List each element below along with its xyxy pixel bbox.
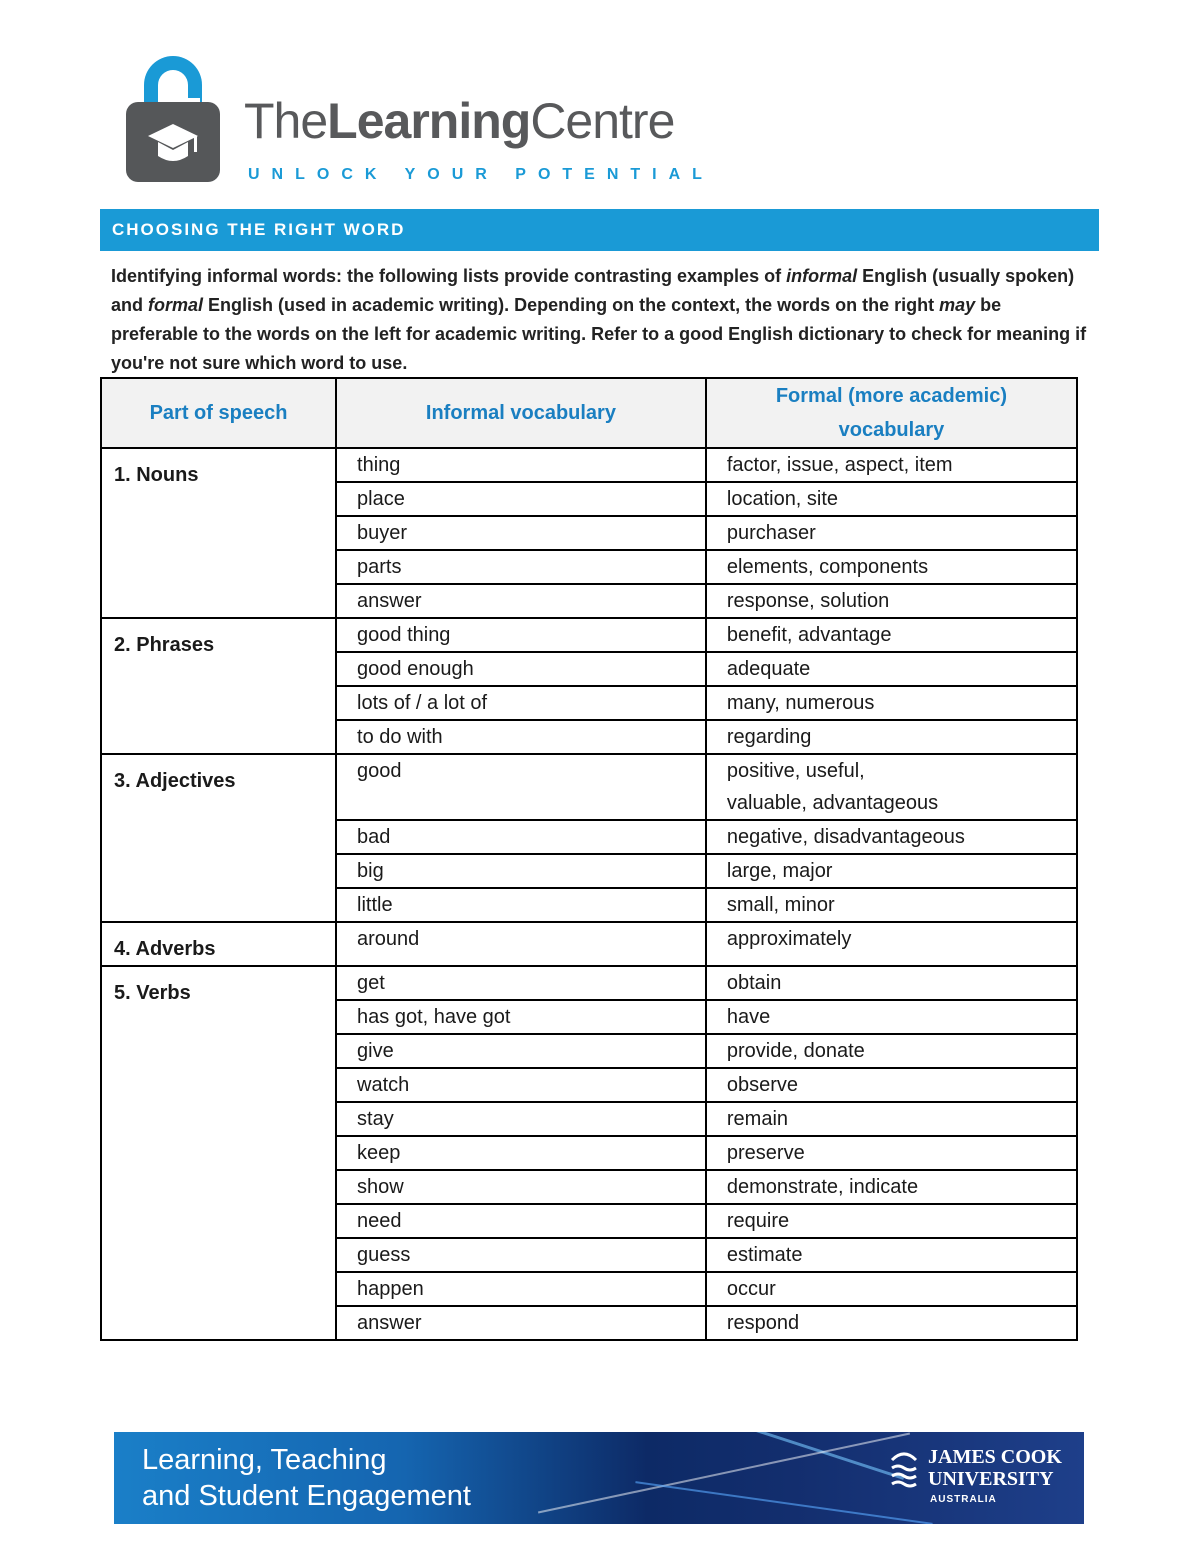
table-row: [101, 448, 1077, 482]
informal-word-cell: answer: [336, 1306, 706, 1340]
informal-word-cell: good thing: [336, 618, 706, 652]
informal-word-cell: good: [336, 754, 706, 820]
university-name: JAMES COOK UNIVERSITY: [928, 1446, 1062, 1490]
table-row: [101, 922, 1077, 966]
formal-word-cell: small, minor: [706, 888, 1077, 922]
formal-word-cell: occur: [706, 1272, 1077, 1306]
header-formal: Formal (more academic) vocabulary: [706, 378, 1077, 448]
formal-word-cell: respond: [706, 1306, 1077, 1340]
part-of-speech-cell: 4. Adverbs: [101, 922, 336, 966]
learning-centre-logo: [126, 56, 714, 186]
formal-word-cell: provide, donate: [706, 1034, 1077, 1068]
informal-word-cell: has got, have got: [336, 1000, 706, 1034]
formal-word-cell: remain: [706, 1102, 1077, 1136]
informal-word-cell: parts: [336, 550, 706, 584]
part-of-speech-cell: 1. Nouns: [101, 448, 336, 618]
informal-word-cell: stay: [336, 1102, 706, 1136]
formal-word-cell: elements, components: [706, 550, 1077, 584]
informal-word-cell: watch: [336, 1068, 706, 1102]
informal-word-cell: need: [336, 1204, 706, 1238]
informal-word-cell: happen: [336, 1272, 706, 1306]
part-of-speech-cell: 2. Phrases: [101, 618, 336, 754]
formal-word-cell: demonstrate, indicate: [706, 1170, 1077, 1204]
informal-word-cell: answer: [336, 584, 706, 618]
header-part-of-speech: Part of speech: [101, 378, 336, 448]
footer-title: Learning, Teaching and Student Engagement: [142, 1444, 471, 1512]
intro-paragraph: Identifying informal words: the following lists provide contrasting examples of informal English (usually spoken) and formal English (used in academic writing). Depending on the context, the words on the right may be preferable to the words on the left for academic writing. Refer to a good English dictionary to check for meaning if you're not sure which word to use.: [111, 266, 1087, 373]
logo-tagline: UNLOCK YOUR POTENTIAL: [248, 166, 714, 183]
formal-word-cell: positive, useful, valuable, advantageous: [706, 754, 1077, 820]
informal-word-cell: big: [336, 854, 706, 888]
footer-banner: [114, 1432, 1084, 1524]
informal-word-cell: bad: [336, 820, 706, 854]
logo-title: TheLearningCentre: [244, 93, 675, 149]
formal-word-cell: approximately: [706, 922, 1077, 966]
informal-word-cell: guess: [336, 1238, 706, 1272]
informal-word-cell: thing: [336, 448, 706, 482]
informal-word-cell: little: [336, 888, 706, 922]
informal-word-cell: to do with: [336, 720, 706, 754]
informal-word-cell: give: [336, 1034, 706, 1068]
formal-word-cell: have: [706, 1000, 1077, 1034]
informal-word-cell: place: [336, 482, 706, 516]
formal-word-cell: location, site: [706, 482, 1077, 516]
part-of-speech-cell: 5. Verbs: [101, 966, 336, 1340]
table-row: [101, 618, 1077, 652]
section-banner: [100, 209, 1099, 251]
formal-word-cell: negative, disadvantageous: [706, 820, 1077, 854]
formal-word-cell: many, numerous: [706, 686, 1077, 720]
vocabulary-table: [100, 377, 1078, 1341]
jcu-crest-icon: [888, 1446, 920, 1490]
formal-word-cell: require: [706, 1204, 1077, 1238]
formal-word-cell: large, major: [706, 854, 1077, 888]
formal-word-cell: estimate: [706, 1238, 1077, 1272]
informal-word-cell: get: [336, 966, 706, 1000]
informal-word-cell: keep: [336, 1136, 706, 1170]
informal-word-cell: lots of / a lot of: [336, 686, 706, 720]
table-header-row: [101, 378, 1077, 448]
formal-word-cell: factor, issue, aspect, item: [706, 448, 1077, 482]
section-title: CHOOSING THE RIGHT WORD: [112, 220, 406, 239]
formal-word-cell: response, solution: [706, 584, 1077, 618]
informal-word-cell: around: [336, 922, 706, 966]
formal-word-cell: adequate: [706, 652, 1077, 686]
table-row: [101, 754, 1077, 820]
formal-word-cell: obtain: [706, 966, 1077, 1000]
formal-word-cell: preserve: [706, 1136, 1077, 1170]
header-informal: Informal vocabulary: [336, 378, 706, 448]
padlock-mortarboard-icon: [126, 102, 220, 182]
informal-word-cell: buyer: [336, 516, 706, 550]
formal-word-cell: regarding: [706, 720, 1077, 754]
formal-word-cell: observe: [706, 1068, 1077, 1102]
university-country: AUSTRALIA: [930, 1494, 997, 1505]
formal-word-cell: purchaser: [706, 516, 1077, 550]
formal-word-cell: benefit, advantage: [706, 618, 1077, 652]
part-of-speech-cell: 3. Adjectives: [101, 754, 336, 922]
table-row: [101, 966, 1077, 1000]
informal-word-cell: good enough: [336, 652, 706, 686]
informal-word-cell: show: [336, 1170, 706, 1204]
